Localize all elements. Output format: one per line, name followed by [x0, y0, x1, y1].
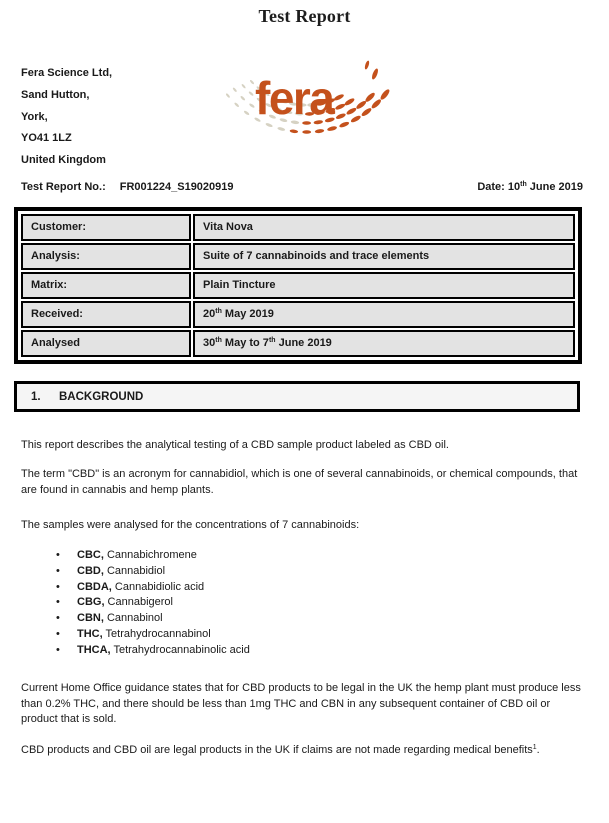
footnote-marker: 1	[532, 744, 537, 751]
list-item: • CBN, Cannabinol	[52, 611, 250, 627]
company-address	[21, 63, 112, 172]
row-value: 20th May 2019	[193, 301, 575, 328]
section-number: 1.	[31, 390, 41, 403]
row-value: Plain Tincture	[193, 272, 575, 299]
table-row	[21, 243, 575, 270]
address-line: York,	[21, 110, 48, 123]
date-text: June 2019	[526, 181, 583, 193]
fera-logo	[224, 58, 394, 150]
row-label: Analysed	[21, 330, 191, 357]
list-item: • CBDA, Cannabidiolic acid	[52, 580, 250, 596]
row-value: 30th May to 7th June 2019	[193, 330, 575, 357]
address-line: YO41 1LZ	[21, 132, 72, 145]
row-label: Matrix:	[21, 272, 191, 299]
row-value: Vita Nova	[193, 214, 575, 241]
row-value: Suite of 7 cannabinoids and trace elements	[193, 243, 575, 270]
svg-text:fera: fera	[255, 72, 334, 124]
paragraph-home-office-guidance: Current Home Office guidance states that for CBD products to be legal in the UK the hemp plant must produce less than 0.2% THC, and there should be less than 1mg THC and CBN in any subsequent container of CBD oil or product that is sold.	[21, 682, 581, 725]
report-meta-line	[21, 181, 583, 193]
list-item: • CBG, Cannabigerol	[52, 595, 250, 611]
report-number-value: FR001224_S19020919	[119, 181, 234, 193]
table-row	[21, 214, 575, 241]
row-label: Received:	[21, 301, 191, 328]
address-line: Sand Hutton,	[21, 88, 90, 101]
date-ordinal: th	[520, 181, 527, 188]
report-number-label: Test Report No.:	[21, 181, 106, 193]
list-item: • CBD, Cannabidiol	[52, 564, 250, 580]
page-title: Test Report	[258, 6, 351, 26]
paragraph-samples-analysed: The samples were analysed for the concentrations of 7 cannabinoids:	[21, 519, 360, 531]
list-item: • THCA, Tetrahydrocannabinolic acid	[52, 643, 250, 659]
date-text: Date: 10	[477, 181, 521, 193]
row-label: Customer:	[21, 214, 191, 241]
table-row	[21, 301, 575, 328]
report-date	[477, 181, 583, 193]
report-number-group	[21, 181, 234, 193]
paragraph-report-describes: This report describes the analytical testing of a CBD sample product labeled as CBD oil.	[21, 439, 449, 451]
fera-logo-icon	[224, 58, 394, 150]
table-row	[21, 330, 575, 357]
address-line: United Kingdom	[21, 154, 106, 167]
section-heading: BACKGROUND	[59, 390, 144, 403]
cannabinoid-list	[52, 548, 250, 659]
sample-info-table	[14, 207, 582, 364]
paragraph-legal-products: CBD products and CBD oil are legal products in the UK if claims are not made regarding medical benefits$^1$.	[21, 744, 540, 756]
list-item: • THC, Tetrahydrocannabinol	[52, 627, 250, 643]
section-header-background	[14, 381, 580, 412]
row-label: Analysis:	[21, 243, 191, 270]
table-row	[21, 272, 575, 299]
paragraph-cbd-acronym: The term "CBD" is an acronym for cannabidiol, which is one of several cannabinoids, or chemical compounds, that are found in cannabis and hemp plants.	[21, 468, 578, 496]
address-line: Fera Science Ltd,	[21, 67, 113, 79]
list-item: • CBC, Cannabichromene	[52, 548, 250, 564]
